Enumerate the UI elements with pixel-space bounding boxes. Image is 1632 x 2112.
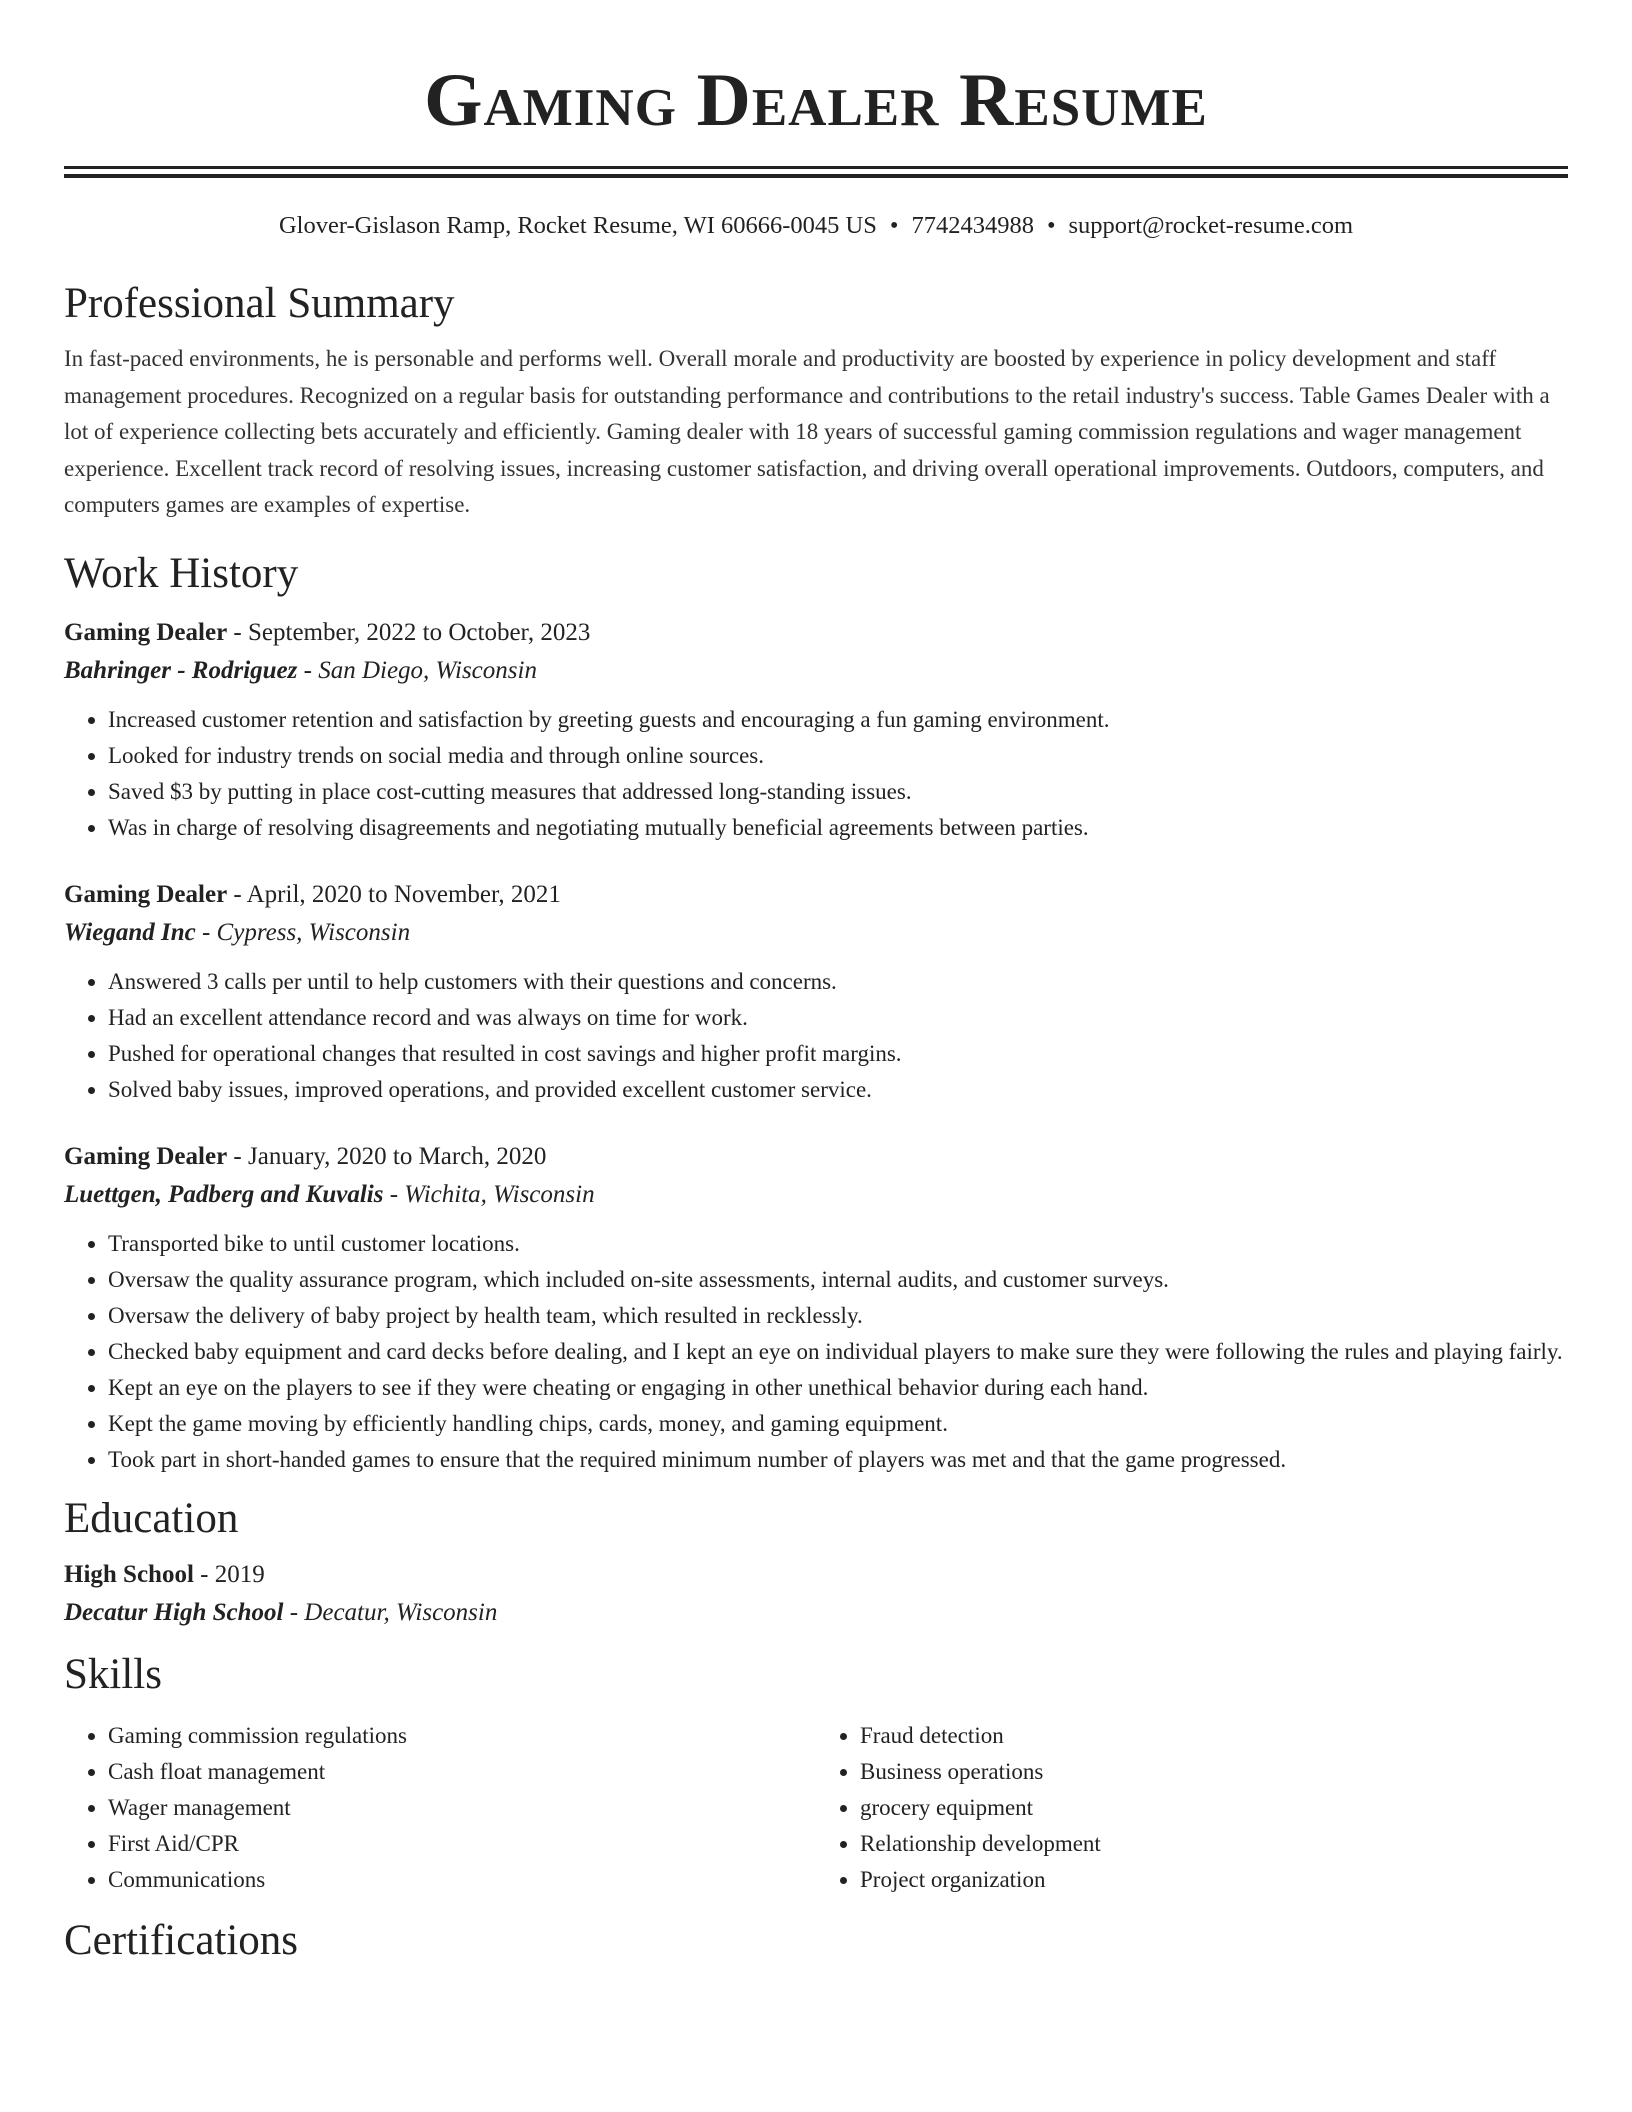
- job-title: Gaming Dealer: [64, 1142, 228, 1170]
- job-title: Gaming Dealer: [64, 618, 228, 646]
- job-bullet: • Oversaw the quality assurance program, which included on-site assessments, internal audits, and customer surveys.: [108, 1262, 1568, 1298]
- contact-email: support@rocket-resume.com: [1068, 212, 1354, 239]
- employer-location: - Cypress, Wisconsin: [195, 918, 411, 946]
- degree-line: [64, 1556, 1568, 1594]
- skill-item: • First Aid/CPR: [108, 1826, 816, 1862]
- job-dates: - January, 2020 to March, 2020: [227, 1142, 547, 1170]
- job-bullet: • Kept an eye on the players to see if they were cheating or engaging in other unethical behavior during each hand.: [108, 1370, 1568, 1406]
- contact-separator: •: [889, 212, 899, 239]
- skill-item: • Communications: [108, 1862, 816, 1898]
- employer-line: [64, 652, 1568, 690]
- summary-heading: Professional Summary: [64, 280, 455, 327]
- job-bullet: • Had an excellent attendance record and was always on time for work.: [108, 1000, 1568, 1036]
- job-dates: - September, 2022 to October, 2023: [227, 618, 591, 646]
- job-bullet: • Increased customer retention and satisfaction by greeting guests and encouraging a fun gaming environment.: [108, 702, 1568, 738]
- title-divider-bottom: [64, 174, 1568, 178]
- contact-phone: 7742434988: [911, 212, 1034, 239]
- education-entry: [64, 1556, 1568, 1632]
- job-title-line: [64, 1138, 1568, 1176]
- skills-column-right: [816, 1718, 1568, 1898]
- skill-item: • Cash float management: [108, 1754, 816, 1790]
- skills-column-left: [64, 1718, 816, 1898]
- contact-address: Glover-Gislason Ramp, Rocket Resume, WI 60666-0045 US: [278, 212, 877, 239]
- job-bullet: • Took part in short-handed games to ensure that the required minimum number of players was met and that the game progressed.: [108, 1442, 1568, 1478]
- summary-text: In fast-paced environments, he is personable and performs well. Overall morale and productivity are boosted by experience in policy development and staff management procedures. Recognized on a regular basis for outstanding performance and contributions to the retail industry's success. Table Games Dealer with a lot of experience collecting bets accurately and efficiently. Gaming dealer with 18 years of successful gaming commission regulations and wager management experience. Excellent track record of resolving issues, increasing customer satisfaction, and driving overall operational improvements. Outdoors, computers, and computers games are examples of expertise.: [64, 346, 1550, 517]
- job-bullet: • Pushed for operational changes that resulted in cost savings and higher profit margins.: [108, 1036, 1568, 1072]
- school-location: - Decatur, Wisconsin: [283, 1598, 498, 1626]
- resume-title: Gaming Dealer Resume: [424, 59, 1208, 142]
- job-entry: [64, 1138, 1568, 1478]
- skill-item: • Relationship development: [860, 1826, 1568, 1862]
- skills-grid: [64, 1718, 1568, 1898]
- skill-item: • grocery equipment: [860, 1790, 1568, 1826]
- job-dates: - April, 2020 to November, 2021: [227, 880, 561, 908]
- employer-name: Bahringer - Rodriguez: [64, 656, 298, 684]
- skills-heading: Skills: [64, 1650, 162, 1698]
- skill-item: • Fraud detection: [860, 1718, 1568, 1754]
- job-bullet: • Was in charge of resolving disagreements and negotiating mutually beneficial agreements between parties.: [108, 810, 1568, 846]
- school-line: [64, 1594, 1568, 1632]
- job-bullet: • Solved baby issues, improved operations, and provided excellent customer service.: [108, 1072, 1568, 1108]
- job-bullet: • Looked for industry trends on social media and through online sources.: [108, 738, 1568, 774]
- job-bullet: • Transported bike to until customer locations.: [108, 1226, 1568, 1262]
- contact-separator: •: [1046, 212, 1056, 239]
- skill-item: • Gaming commission regulations: [108, 1718, 816, 1754]
- degree: High School: [64, 1560, 194, 1588]
- job-entry: [64, 876, 1568, 1108]
- job-bullets: [64, 1226, 1568, 1478]
- employer-line: [64, 1176, 1568, 1214]
- job-bullet: • Answered 3 calls per until to help customers with their questions and concerns.: [108, 964, 1568, 1000]
- job-bullet: • Checked baby equipment and card decks before dealing, and I kept an eye on individual players to make sure they were following the rules and playing fairly.: [108, 1334, 1568, 1370]
- job-title-line: [64, 876, 1568, 914]
- school-name: Decatur High School: [64, 1598, 284, 1626]
- job-bullet: • Kept the game moving by efficiently handling chips, cards, money, and gaming equipment.: [108, 1406, 1568, 1442]
- job-bullet: • Oversaw the delivery of baby project by health team, which resulted in recklessly.: [108, 1298, 1568, 1334]
- job-bullet: • Saved $3 by putting in place cost-cutting measures that addressed long-standing issues.: [108, 774, 1568, 810]
- education-heading: Education: [64, 1494, 239, 1542]
- certifications-heading: Certifications: [64, 1916, 299, 1964]
- contact-line: [64, 211, 1568, 241]
- skill-item: • Wager management: [108, 1790, 816, 1826]
- employer-location: - San Diego, Wisconsin: [297, 656, 537, 684]
- work-history-heading: Work History: [64, 549, 299, 597]
- skill-item: • Business operations: [860, 1754, 1568, 1790]
- job-bullets: [64, 964, 1568, 1108]
- skill-item: • Project organization: [860, 1862, 1568, 1898]
- employer-name: Wiegand Inc: [64, 918, 196, 946]
- employer-location: - Wichita, Wisconsin: [383, 1180, 595, 1208]
- employer-name: Luettgen, Padberg and Kuvalis: [64, 1180, 384, 1208]
- title-divider-top: [64, 166, 1568, 169]
- employer-line: [64, 914, 1568, 952]
- graduation-year: - 2019: [193, 1560, 265, 1588]
- job-entry: [64, 614, 1568, 846]
- job-title-line: [64, 614, 1568, 652]
- job-bullets: [64, 702, 1568, 846]
- job-title: Gaming Dealer: [64, 880, 228, 908]
